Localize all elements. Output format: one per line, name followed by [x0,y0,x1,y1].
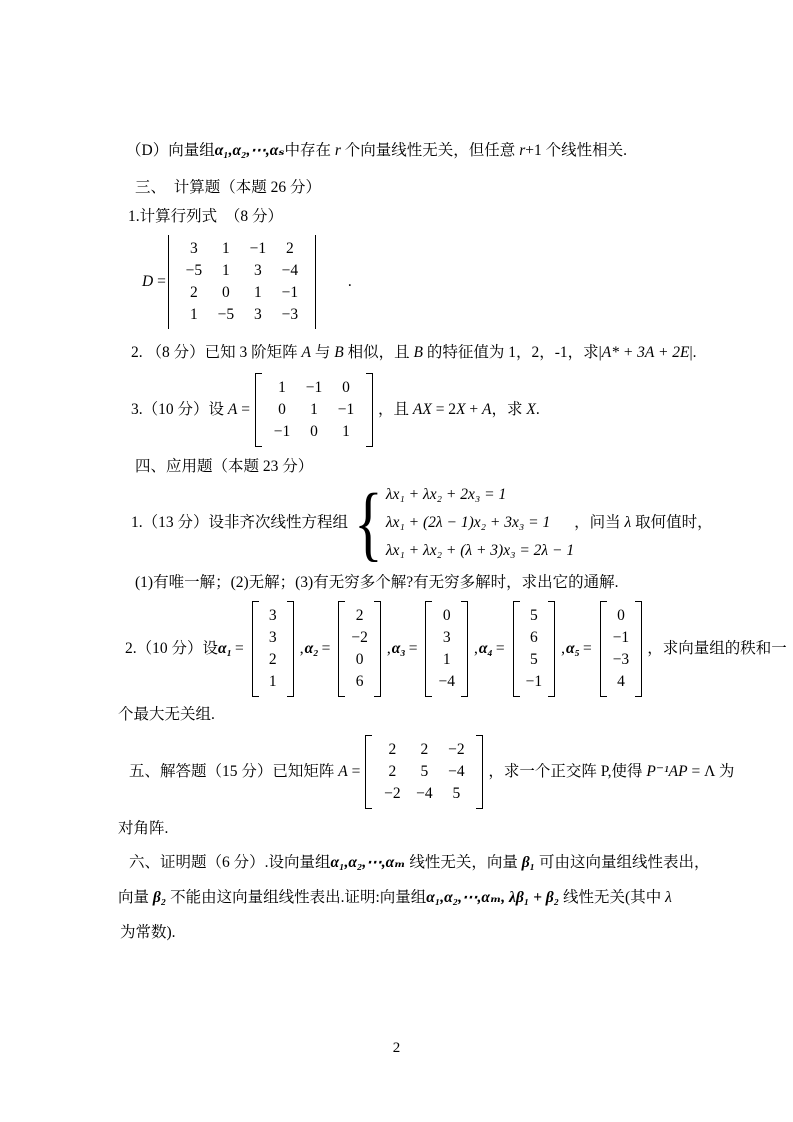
text-segment: = [153,273,166,290]
matrix-cell: 1 [221,240,230,257]
matrix-cell: 2 [189,284,198,301]
comma-separator: , [473,640,478,657]
text-segment: = Λ 为 [687,763,735,780]
matrix-cell: 1 [342,423,350,440]
matrix-cell: 3 [268,629,277,646]
matrix-cell: 0 [278,401,286,418]
text-run [129,854,709,871]
period: . [347,273,352,290]
matrix-cell: 0 [342,379,350,396]
matrix-cell: −4 [438,673,455,690]
equals-sign: = [321,640,331,657]
vector-alpha-4 [513,601,556,697]
matrix-cell: 0 [310,423,318,440]
matrix-a [255,373,373,447]
matrix-cell: −2 [384,785,401,802]
equals-sign: = [408,640,418,657]
matrix-row [524,627,545,649]
matrix-row [178,238,306,260]
matrix-cell: −5 [217,306,235,323]
matrix-cell: 3 [442,629,451,646]
equation-1: λx₁ + λx₂ + 2x₃ = 1 [385,486,507,503]
matrix-row [263,605,283,627]
text-segment: A* + 3A + 2E [601,344,690,361]
text-segment: AX [412,401,432,418]
matrix-cell: 1 [268,673,277,690]
text-segment: . [692,344,697,361]
text-segment: X [456,401,466,418]
text-segment: 2. （8 分）已知 3 阶矩阵 [131,344,302,361]
matrix-row [611,605,632,627]
problem-4-1-lhs [131,511,348,535]
problem-3-1-label: 1.计算行列式 （8 分） [128,208,284,225]
matrix-cell: −2 [448,741,465,758]
text-segment: 取何值时， [631,514,713,531]
text-segment: | [598,344,602,361]
text-segment: ，求向量组的秩和一 [647,640,787,657]
matrix-row [266,377,362,399]
equals-sign: = [495,640,505,657]
determinant-matrix [168,235,316,329]
matrix-row [524,605,545,627]
problem-5-rhs [488,760,734,784]
text-run [118,889,672,906]
text-segment: 与 [310,344,335,361]
matrix-cell: 3 [253,262,262,279]
vector-label-alpha-1: α₁ [218,640,232,657]
vector-alpha-1 [252,601,294,697]
matrix-cell: 2 [388,763,397,780]
text-segment: 向量 [118,889,153,906]
matrix-cell: −1 [281,284,299,301]
matrix-cell: −1 [525,673,543,690]
matrix-cell: 4 [617,673,625,690]
text-segment: 个向量线性无关，但任意 [340,142,520,159]
equals-sign: = [582,640,592,657]
matrix-cell: −3 [612,651,630,668]
text-segment: α₁,α₂,⋯,αₘ, [426,889,506,906]
matrix-cell: 3 [253,306,262,323]
matrix-cell: 0 [442,607,451,624]
comma-separator: , [561,640,565,657]
matrix-cell: 1 [442,651,451,668]
equals-sign: = [235,640,244,657]
text-segment: 线性无关，向量 [405,854,522,871]
text-segment: λ [665,889,672,906]
option-d-text [118,139,680,163]
matrix-cell: 6 [355,673,364,690]
text-segment: 1.（13 分）设非齐次线性方程组 [131,514,349,531]
text-run [131,344,697,361]
text-segment: 相似，且 [343,344,414,361]
matrix-cell: 2 [355,607,364,624]
matrix-cell: 0 [617,607,625,624]
text-segment: B [413,344,423,361]
matrix-cell: 2 [420,741,429,758]
matrix-a2 [365,735,483,809]
matrix-cell: −3 [281,306,299,323]
equation-2: λx₁ + (2λ − 1)x₂ + 3x₃ = 1 [385,514,551,531]
page-number: 2 [392,1040,401,1056]
matrix-cell: −1 [337,401,355,418]
page-content [118,139,787,945]
section-3-heading: 三、 计算题（本题 26 分） [135,179,322,196]
text-segment: β₁ [521,854,536,871]
matrix-cell: 2 [388,741,397,758]
problem-4-2-rhs [647,637,787,661]
matrix-row [436,671,457,693]
text-segment: 中存在 [284,142,335,159]
matrix-cell: −1 [612,629,630,646]
matrix-cell: 0 [355,651,364,668]
matrix-cell: 1 [310,401,318,418]
problem-3-3-rhs [378,398,540,422]
matrix-cell: 3 [189,240,198,257]
problem-5-lhs [129,760,360,784]
matrix-row [178,260,306,282]
matrix-row [178,282,306,304]
matrix-cell: −4 [416,785,433,802]
problem-5-continuation: 对角阵. [118,820,169,837]
text-segment: 线性无关(其中 [559,889,666,906]
text-segment: 六、证明题（6 分）.设向量组 [129,854,331,871]
text-segment: r [334,142,341,159]
matrix-row [376,739,472,761]
text-segment: P⁻¹AP [646,763,688,780]
problem-4-1-rhs [574,511,713,535]
text-segment: β₂ [152,889,167,906]
text-segment: = 2 [431,401,457,418]
matrix-row [436,605,457,627]
problem-3-3-expression [118,373,680,447]
text-segment: A [301,344,311,361]
text-segment: λβ₁ + β₂ [509,889,560,906]
text-segment: = [237,401,250,418]
matrix-cell: 6 [529,629,538,646]
matrix-cell: −4 [281,262,299,279]
matrix-row [524,671,545,693]
matrix-cell: −2 [351,629,368,646]
matrix-cell: 2 [268,651,277,668]
matrix-cell: −1 [249,240,267,257]
text-segment: ，问当 [574,514,625,531]
vector-label-alpha-4: α₄ [478,640,493,657]
text-segment: α₁,α₂,⋯,αₛ [214,142,285,159]
determinant-lhs [142,270,166,294]
problem-4-2-continuation: 个最大无关组. [118,706,215,723]
problem-5-expression [118,735,735,809]
text-segment: A [482,401,492,418]
matrix-cell: −1 [273,423,291,440]
text-segment: D [142,273,154,290]
matrix-row [263,671,283,693]
matrix-row [349,627,370,649]
text-segment: 3.（10 分）设 [131,401,228,418]
matrix-cell: 1 [221,262,230,279]
text-segment: = [347,763,361,780]
problem-4-1-subquestions: (1)有唯一解；(2)无解；(3)有无穷多个解?有无穷多解时，求出它的通解. [135,574,619,591]
matrix-cell: −5 [185,262,203,279]
matrix-row [263,649,283,671]
matrix-row [266,399,362,421]
matrix-row [349,649,370,671]
text-segment: A [227,401,238,418]
matrix-row [611,649,632,671]
problem-4-2-expression [118,601,787,697]
matrix-cell: 0 [221,284,230,301]
problem-6-line-1 [118,851,710,875]
matrix-cell: −4 [448,763,465,780]
text-segment: +1 个线性相关. [525,142,627,159]
matrix-row [178,304,306,326]
vector-alpha-2 [338,601,381,697]
matrix-cell: 1 [253,284,262,301]
matrix-row [266,421,362,443]
matrix-row [349,671,370,693]
equation-3: λx₁ + λx₂ + (λ + 3)x₃ = 2λ − 1 [385,542,575,559]
matrix-row [611,627,632,649]
matrix-cell: 5 [529,607,538,624]
vector-alpha-5 [600,601,643,697]
text-segment: X [526,401,536,418]
problem-3-3-lhs [131,398,250,422]
matrix-cell: 5 [529,651,538,668]
left-brace: { [354,476,383,570]
text-segment: 可由这向量组线性表出， [535,854,710,871]
text-segment: α₁,α₂,⋯,αₘ [330,854,406,871]
matrix-row [376,783,472,805]
matrix-row [436,649,457,671]
matrix-row [376,761,472,783]
text-segment: 五、解答题（15 分）已知矩阵 [129,763,339,780]
text-segment: r [519,142,526,159]
comma-separator: , [299,640,304,657]
text-segment: 不能由这向量组线性表出.证明:向量组 [166,889,427,906]
text-segment: . [535,401,540,418]
text-segment: ，且 [377,401,413,418]
text-segment: λ [624,514,632,531]
matrix-cell: −1 [305,379,323,396]
matrix-cell: 1 [189,306,198,323]
text-segment: （D）向量组 [126,142,215,159]
matrix-cell: 2 [285,240,294,257]
vector-label-alpha-5: α₅ [565,640,580,657]
equation-list [386,481,574,565]
matrix-cell: 5 [452,785,461,802]
problem-4-1-expression [118,476,713,570]
text-segment: | [689,344,693,361]
section-4-heading: 四、应用题（本题 23 分） [135,458,314,475]
matrix-cell: 3 [268,607,277,624]
matrix-row [524,649,545,671]
text-segment: + [465,401,483,418]
problem-3-2-text [118,341,697,365]
problem-4-2-lhs [125,637,218,661]
vector-label-alpha-2: α₂ [304,640,319,657]
comma-separator: , [386,640,391,657]
matrix-row [263,627,283,649]
equation-system [354,476,575,570]
text-run [126,142,627,159]
matrix-cell: 1 [278,379,286,396]
matrix-row [611,671,632,693]
text-segment: A [338,763,348,780]
vector-label-alpha-3: α₃ [391,640,406,657]
matrix-row [436,627,457,649]
problem-6-line-2 [118,886,680,910]
text-segment: 的特征值为 1，2，-1，求 [422,344,599,361]
problem-6-line-3: 为常数). [120,924,176,941]
matrix-cell: 5 [420,763,429,780]
determinant-expression [118,235,680,329]
text-segment: ，求一个正交阵 P,使得 [488,763,647,780]
text-segment: 2.（10 分）设 [125,640,219,657]
text-segment: ，求 [491,401,527,418]
text-segment: B [334,344,344,361]
vector-alpha-3 [425,601,468,697]
matrix-row [349,605,370,627]
